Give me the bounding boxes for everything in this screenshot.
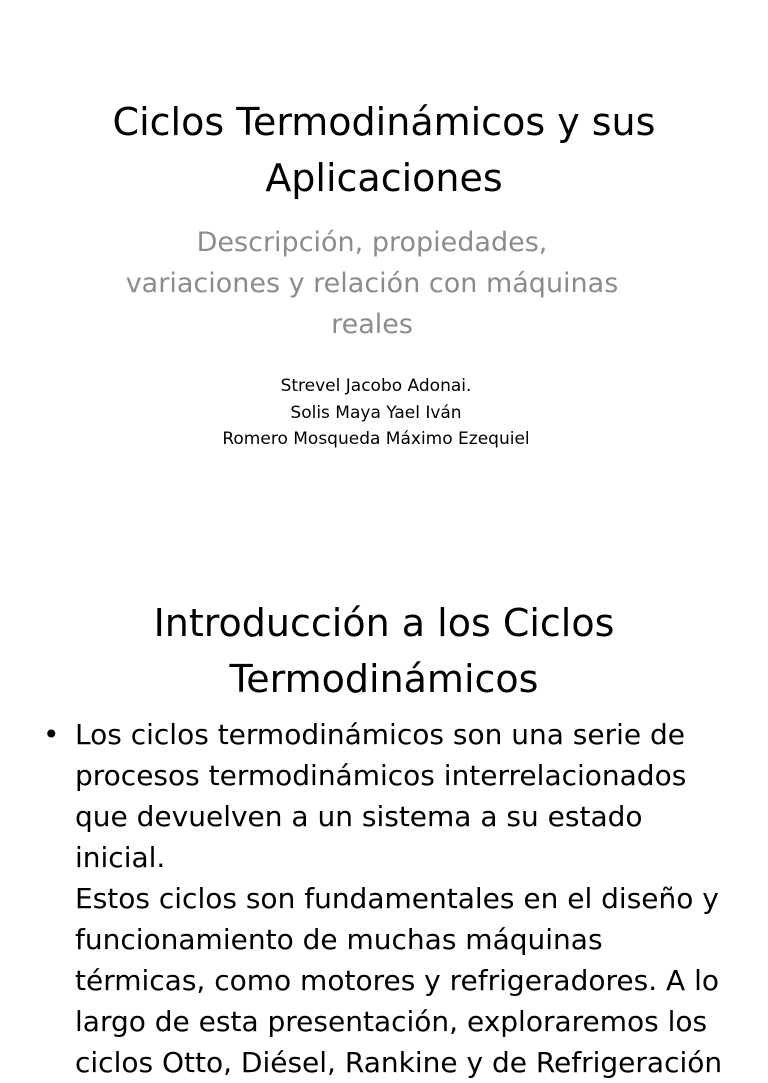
bullet-line: que devuelven a un sistema a su estado inicial. bbox=[75, 800, 643, 874]
author-name: Solis Maya Yael Iván bbox=[290, 402, 462, 423]
bullet-line: funcionamiento de muchas máquinas bbox=[75, 923, 603, 956]
bullet-line: Estos ciclos son fundamentales en el diseño y bbox=[75, 882, 719, 915]
author-name: Strevel Jacobo Adonai. bbox=[280, 376, 472, 396]
bullet-icon: • bbox=[43, 718, 60, 751]
slide-1-subtitle bbox=[110, 222, 634, 345]
author-list bbox=[160, 373, 592, 453]
author-name: Romero Mosqueda Máximo Ezequiel bbox=[222, 429, 530, 449]
slide-1-title bbox=[60, 94, 708, 206]
bullet-line: largo de esta presentación, exploraremos los bbox=[75, 1005, 708, 1038]
bullet-line: procesos termodinámicos interrelacionados bbox=[75, 759, 687, 792]
subtitle-line: variaciones y relación con máquinas bbox=[125, 268, 619, 299]
title-line: Ciclos Termodinámicos y sus bbox=[112, 100, 656, 144]
bullet-item bbox=[40, 714, 732, 1083]
subtitle-line: Descripción, propiedades, bbox=[196, 227, 548, 258]
title-line: Aplicaciones bbox=[265, 156, 503, 200]
title-line: Introducción a los Ciclos bbox=[153, 601, 615, 645]
bullet-line: térmicas, como motores y refrigeradores. A lo bbox=[75, 964, 719, 997]
title-line: Termodinámicos bbox=[229, 657, 539, 701]
bullet-line: Los ciclos termodinámicos son una serie de bbox=[75, 718, 685, 751]
slide-2 bbox=[0, 576, 768, 1079]
bullet-line: ciclos Otto, Diésel, Rankine y de Refrigeración bbox=[75, 1046, 723, 1079]
bullet-list bbox=[40, 714, 732, 1083]
subtitle-line: reales bbox=[331, 309, 413, 340]
slide-2-title bbox=[50, 595, 718, 707]
